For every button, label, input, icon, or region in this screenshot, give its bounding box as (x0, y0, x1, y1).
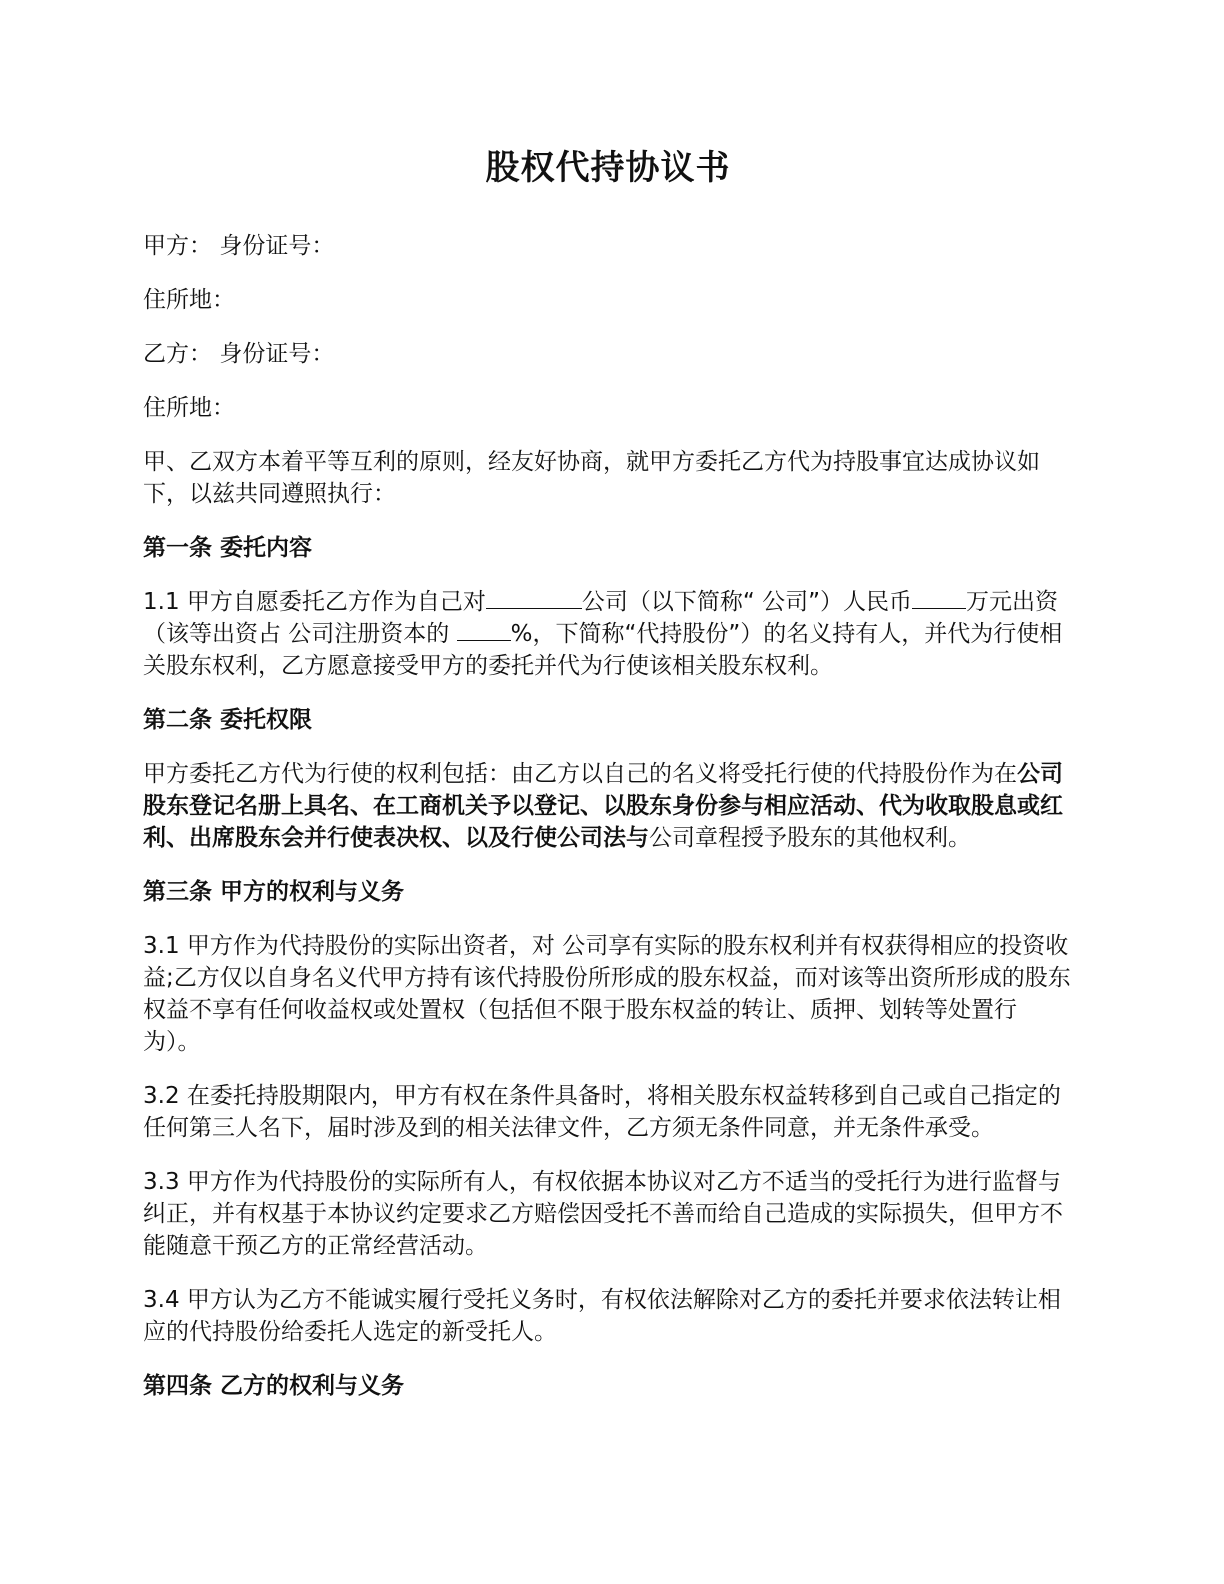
company-name-blank (486, 586, 582, 609)
intro-paragraph: 甲、乙双方本着平等互利的原则，经友好协商，就甲方委托乙方代为持股事宜达成协议如下，以兹共同遵照执行： (143, 449, 1040, 507)
article-1-text-b: 公司（以下简称“ 公司”）人民币 (581, 589, 913, 615)
percent-blank (457, 618, 511, 641)
article-3-2: 3.2 在委托持股期限内，甲方有权在条件具备时，将相关股东权益转移到自己或自己指定的任何第三人名下，届时涉及到的相关法律文件，乙方须无条件同意，并无条件承受。 (143, 1083, 1061, 1141)
article-3-3: 3.3 甲方作为代持股份的实际所有人，有权依据本协议对乙方不适当的受托行为进行监督与纠正，并有权基于本协议约定要求乙方赔偿因受托不善而给自己造成的实际损失，但甲方不能随意干预乙方的正常经营活动。 (143, 1169, 1063, 1259)
article-2-text-bold: 公司股东登记名册上具名、在工商机关予以登记、以股东身份参与相应活动、代为收取股息或红利、出席股东会并行使表决权、以及行使公司法与 (143, 761, 1063, 851)
article-1-heading: 第一条 委托内容 (143, 535, 313, 561)
party-a-address: 住所地： (143, 287, 235, 313)
document-title: 股权代持协议书 (485, 148, 731, 188)
party-b-id-label: 身份证号： (219, 341, 335, 367)
amount-blank (912, 586, 966, 609)
article-1-text-c: 万元出资（该等出资占 公司注册资本的 (143, 589, 1059, 647)
party-b-label: 乙方： (143, 341, 212, 367)
article-2-text-a: 甲方委托乙方代为行使的权利包括：由乙方以自己的名义将受托行使的代持股份作为在 (143, 761, 1017, 787)
party-b-line (143, 338, 1073, 370)
article-3-heading: 第三条 甲方的权利与义务 (143, 879, 405, 905)
document-body (143, 140, 1073, 1424)
article-4-heading: 第四条 乙方的权利与义务 (143, 1373, 405, 1399)
article-3-1: 3.1 甲方作为代持股份的实际出资者，对 公司享有实际的股东权利并有权获得相应的投资收益;乙方仅以自身名义代甲方持有该代持股份所形成的股东权益，而对该等出资所形成的股东权益不享有任何收益权或处置权（包括但不限于股东权益的转让、质押、划转等处置行为）。 (143, 933, 1071, 1055)
article-1-text-d: %，下简称“代持股份”）的名义持有人，并代为行使相关股东权利，乙方愿意接受甲方的委托并代为行使该相关股东权利。 (143, 621, 1063, 679)
article-2-heading: 第二条 委托权限 (143, 707, 313, 733)
article-2-paragraph (143, 758, 1073, 854)
article-3-4: 3.4 甲方认为乙方不能诚实履行受托义务时，有权依法解除对乙方的委托并要求依法转让相应的代持股份给委托人选定的新受托人。 (143, 1287, 1061, 1345)
party-a-line (143, 230, 1073, 262)
party-a-id-label: 身份证号： (219, 233, 335, 259)
party-a-label: 甲方： (143, 233, 212, 259)
article-1-text-a: 1.1 甲方自愿委托乙方作为自己对 (143, 589, 486, 615)
party-b-address: 住所地： (143, 395, 235, 421)
article-2-text-c: 公司章程授予股东的其他权利。 (649, 825, 971, 851)
article-1-paragraph (143, 586, 1073, 682)
